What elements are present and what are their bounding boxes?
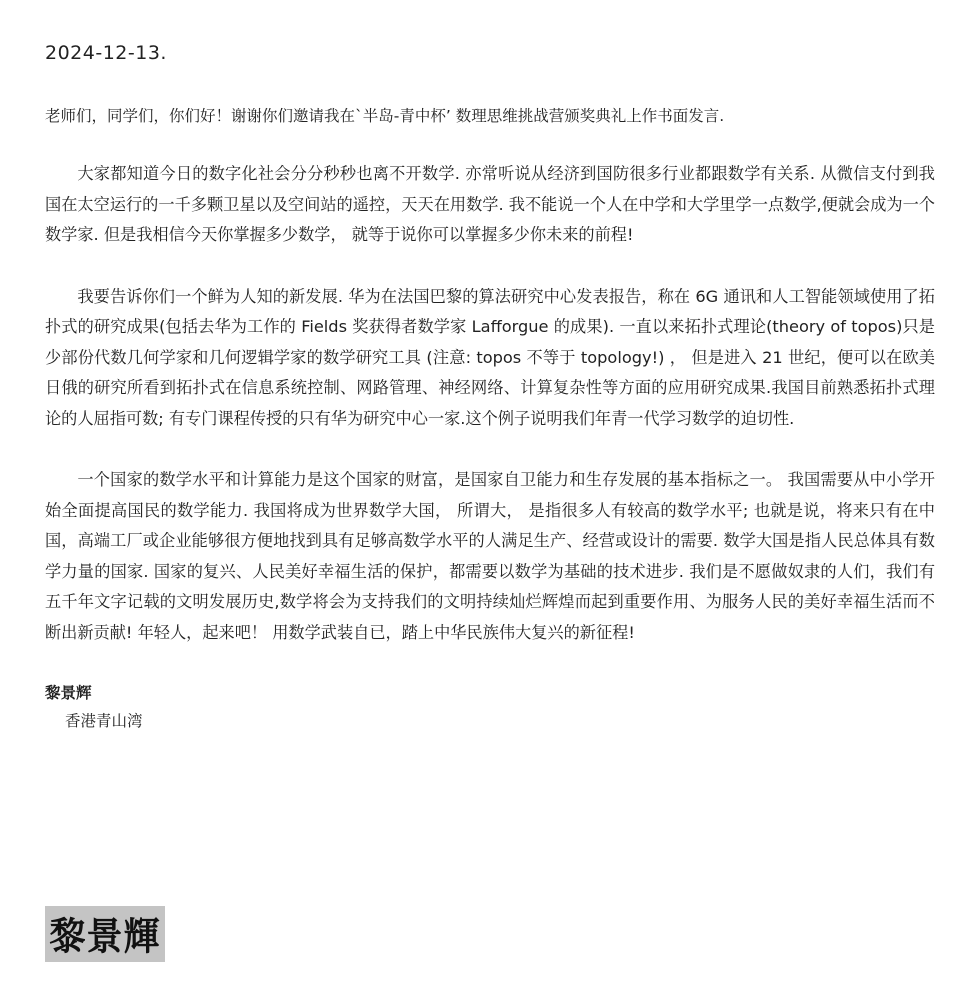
paragraph-2: 我要告诉你们一个鲜为人知的新发展. 华为在法国巴黎的算法研究中心发表报告，称在 6G 通讯和人工智能领域使用了拓扑式的研究成果(包括去华为工作的 Fields 奖获得者数学家 Lafforgue 的成果). 一直以来拓扑式理论(theory of topos)只是少部份代数几何学家和几何逻辑学家的数学研究工具 (注意: topos 不等于 topology!) ， 但是进入 21 世纪，便可以在欧美日俄的研究所看到拓扑式在信息系统控制、网路管理、神经网络、计算复杂性等方面的应用研究成果.我国目前熟悉拓扑式理论的人屈指可数; 有专门课程传授的只有华为研究中心一家.这个例子说明我们年青一代学习数学的迫切性. xyxy=(45,286,935,428)
paragraph-3: 一个国家的数学水平和计算能力是这个国家的财富，是国家自卫能力和生存发展的基本指标之一。 我国需要从中小学开始全面提高国民的数学能力. 我国将成为世界数学大国， 所谓大， 是指很多人有较高的数学水平; 也就是说，将来只有在中国，高端工厂或企业能够很方便地找到具有足够高数学水平的人满足生产、经营或设计的需要. 数学大国是指人民总体具有数学力量的国家. 国家的复兴、人民美好幸福生活的保护，都需要以数学为基础的技术进步. 我们是不愿做奴隶的人们，我们有五千年文字记载的文明发展历史,数学将会为支持我们的文明持续灿烂辉煌而起到重要作用、为服务人民的美好幸福生活而不断出新贡献! 年轻人，起来吧！ 用数学武装自已，踏上中华民族伟大复兴的新征程! xyxy=(45,470,935,642)
handwritten-signature-image xyxy=(45,906,165,962)
signature-place: 香港青山湾 xyxy=(65,712,143,730)
letter-body xyxy=(45,38,935,735)
letter-date: 2024-12-13. xyxy=(45,42,167,64)
signature-seal-text: 黎景輝 xyxy=(49,914,161,959)
signature-name: 黎景辉 xyxy=(45,684,92,702)
letter-greeting: 老师们，同学们，你们好！谢谢你们邀请我在`半岛-青中杯’ 数理思维挑战营颁奖典礼上作书面发言. xyxy=(45,107,725,125)
paragraph-1: 大家都知道今日的数字化社会分分秒秒也离不开数学. 亦常听说从经济到国防很多行业都跟数学有关系. 从微信支付到我国在太空运行的一千多颗卫星以及空间站的遥控，天天在用数学. 我不能说一个人在中学和大学里学一点数学,便就会成为一个数学家. 但是我相信今天你掌握多少数学， 就等于说你可以掌握多少你未来的前程! xyxy=(45,164,935,244)
